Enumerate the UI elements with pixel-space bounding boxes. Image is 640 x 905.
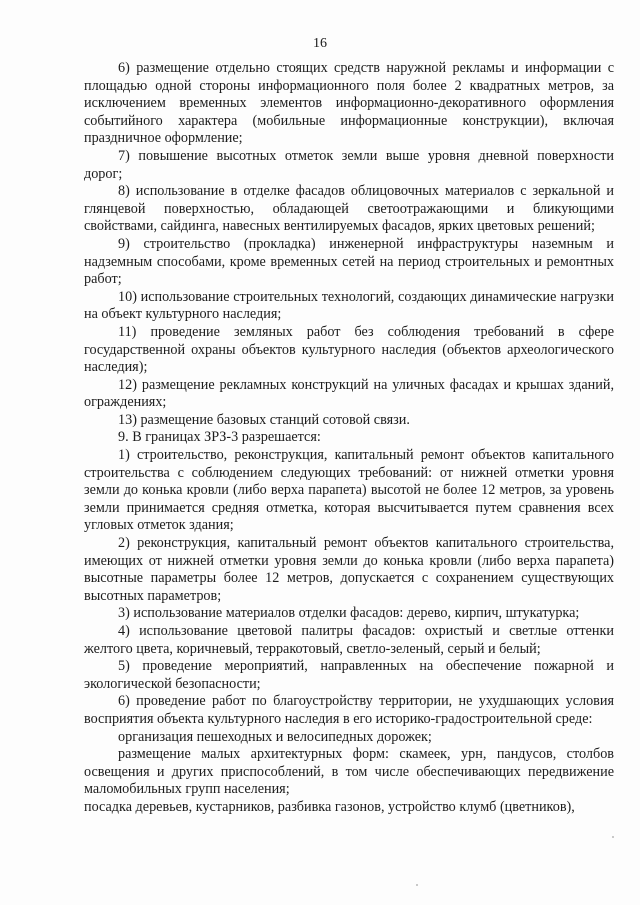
scan-speck xyxy=(612,836,614,838)
paragraph-allowed-5: 5) проведение мероприятий, направленных на обеспечение пожарной и экологической безопасности; xyxy=(84,658,614,692)
paragraph-allowed-3: 3) использование материалов отделки фасадов: дерево, кирпич, штукатурка; xyxy=(118,605,580,622)
paragraph-prohibited-7: 7) повышение высотных отметок земли выше уровня дневной поверхности дорог; xyxy=(84,147,614,182)
scan-speck xyxy=(416,884,418,886)
page-number: 16 xyxy=(313,36,327,51)
paragraph-allowed-2: 2) реконструкция, капитальный ремонт объектов капитального строительства, имеющих от нижней отметки уровня земли до конька кровли (либо верха парапета) высотные параметры более 12 метров, допускается с сохранением существующих высотных параметров; xyxy=(84,535,614,604)
paragraph-prohibited-12: 12) размещение рекламных конструкций на уличных фасадах и крышах зданий, ограждениях; xyxy=(84,376,614,411)
paragraph-prohibited-10: 10) использование строительных технологий, создающих динамические нагрузки на объект культурного наследия; xyxy=(84,288,614,323)
paragraph-allowed-1: 1) строительство, реконструкция, капитальный ремонт объектов капитального строительства с соблюдением следующих требований: от нижней отметки уровня земли до конька кровли (либо верха парапета) высотой не более 12 метров, за уровень земли принимается средняя отметка, которая высчитывается путем сравнения всех угловых отметок здания; xyxy=(84,447,614,534)
paragraph-prohibited-9: 9) строительство (прокладка) инженерной инфраструктуры наземным и надземным способами, кроме временных сетей на период строительных и ремонтных работ; xyxy=(84,235,614,288)
paragraph-prohibited-8: 8) использование в отделке фасадов облицовочных материалов с зеркальной и глянцевой поверхностью, обладающей светоотражающими и бликующими свойствами, сайдинга, навесных вентилируемых фасадов, ярких цветовых решений; xyxy=(84,183,614,235)
paragraph-prohibited-6: 6) размещение отдельно стоящих средств наружной рекламы и информации с площадью одной стороны информационного поля более 2 квадратных метров, за исключением временных элементов информационно-декоративного оформления событийного характера (мобильные информационные конструкции), включая праздничное оформление; xyxy=(84,60,614,147)
paragraph-prohibited-11: 11) проведение земляных работ без соблюдения требований в сфере государственной охраны объектов культурного наследия (объектов археологического наследия); xyxy=(84,323,614,376)
paragraph-allowed-4: 4) использование цветовой палитры фасадов: охристый и светлые оттенки желтого цвета, коричневый, терракотовый, светло-зеленый, серый и белый; xyxy=(84,623,614,657)
list-item-small-forms: размещение малых архитектурных форм: скамеек, урн, пандусов, столбов освещения и других приспособлений, в том числе обеспечивающих передвижение маломобильных групп населения; xyxy=(84,746,614,798)
section-heading-zrz3: 9. В границах ЗРЗ-3 разрешается: xyxy=(118,429,321,446)
paragraph-allowed-6: 6) проведение работ по благоустройству территории, не ухудшающих условия восприятия объекта культурного наследия в его историко-градостроительной среде: xyxy=(84,693,614,727)
list-item-planting: посадка деревьев, кустарников, разбивка газонов, устройство клумб (цветников), xyxy=(84,798,575,815)
list-item-paths: организация пешеходных и велосипедных дорожек; xyxy=(118,728,432,745)
paragraph-prohibited-13: 13) размещение базовых станций сотовой связи. xyxy=(118,411,410,428)
document-body xyxy=(84,60,614,817)
